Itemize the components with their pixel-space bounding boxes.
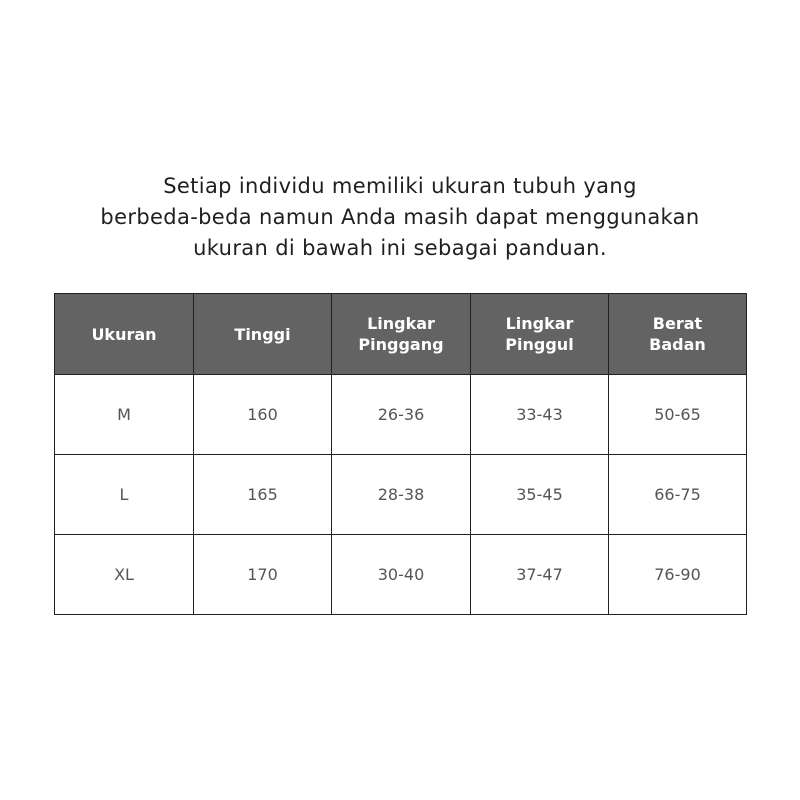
table-header-row <box>55 294 747 375</box>
cell-ukuran: XL <box>55 535 194 615</box>
header-label: Lingkar <box>367 314 435 333</box>
cell-ukuran: L <box>55 455 194 535</box>
cell-lingkar-pinggul: 35-45 <box>471 455 609 535</box>
header-label: Badan <box>649 335 706 354</box>
header-label: Berat <box>652 314 703 333</box>
cell-berat-badan: 50-65 <box>609 375 747 455</box>
header-label: Lingkar <box>505 314 574 333</box>
cell-berat-badan: 76-90 <box>609 535 747 615</box>
cell-tinggi: 170 <box>194 535 332 615</box>
intro-line: ukuran di bawah ini sebagai panduan. <box>193 236 607 260</box>
table-row <box>55 455 747 535</box>
intro-text <box>0 171 800 264</box>
size-chart-table <box>54 293 747 615</box>
header-label: Pinggang <box>358 335 444 354</box>
cell-lingkar-pinggang: 26-36 <box>332 375 471 455</box>
table-row <box>55 535 747 615</box>
cell-lingkar-pinggul: 37-47 <box>471 535 609 615</box>
cell-lingkar-pinggang: 30-40 <box>332 535 471 615</box>
cell-berat-badan: 66-75 <box>609 455 747 535</box>
intro-line: Setiap individu memiliki ukuran tubuh yang <box>163 174 637 198</box>
cell-lingkar-pinggang: 28-38 <box>332 455 471 535</box>
header-lingkar-pinggul <box>471 294 609 375</box>
intro-line: berbeda-beda namun Anda masih dapat menggunakan <box>100 205 700 229</box>
header-label: Pinggul <box>505 335 574 354</box>
header-ukuran <box>55 294 194 375</box>
header-tinggi <box>194 294 332 375</box>
header-label: Tinggi <box>234 324 291 344</box>
header-label: Ukuran <box>91 324 157 344</box>
cell-tinggi: 165 <box>194 455 332 535</box>
cell-tinggi: 160 <box>194 375 332 455</box>
cell-ukuran: M <box>55 375 194 455</box>
table-row <box>55 375 747 455</box>
header-berat-badan <box>609 294 747 375</box>
header-lingkar-pinggang <box>332 294 471 375</box>
cell-lingkar-pinggul: 33-43 <box>471 375 609 455</box>
